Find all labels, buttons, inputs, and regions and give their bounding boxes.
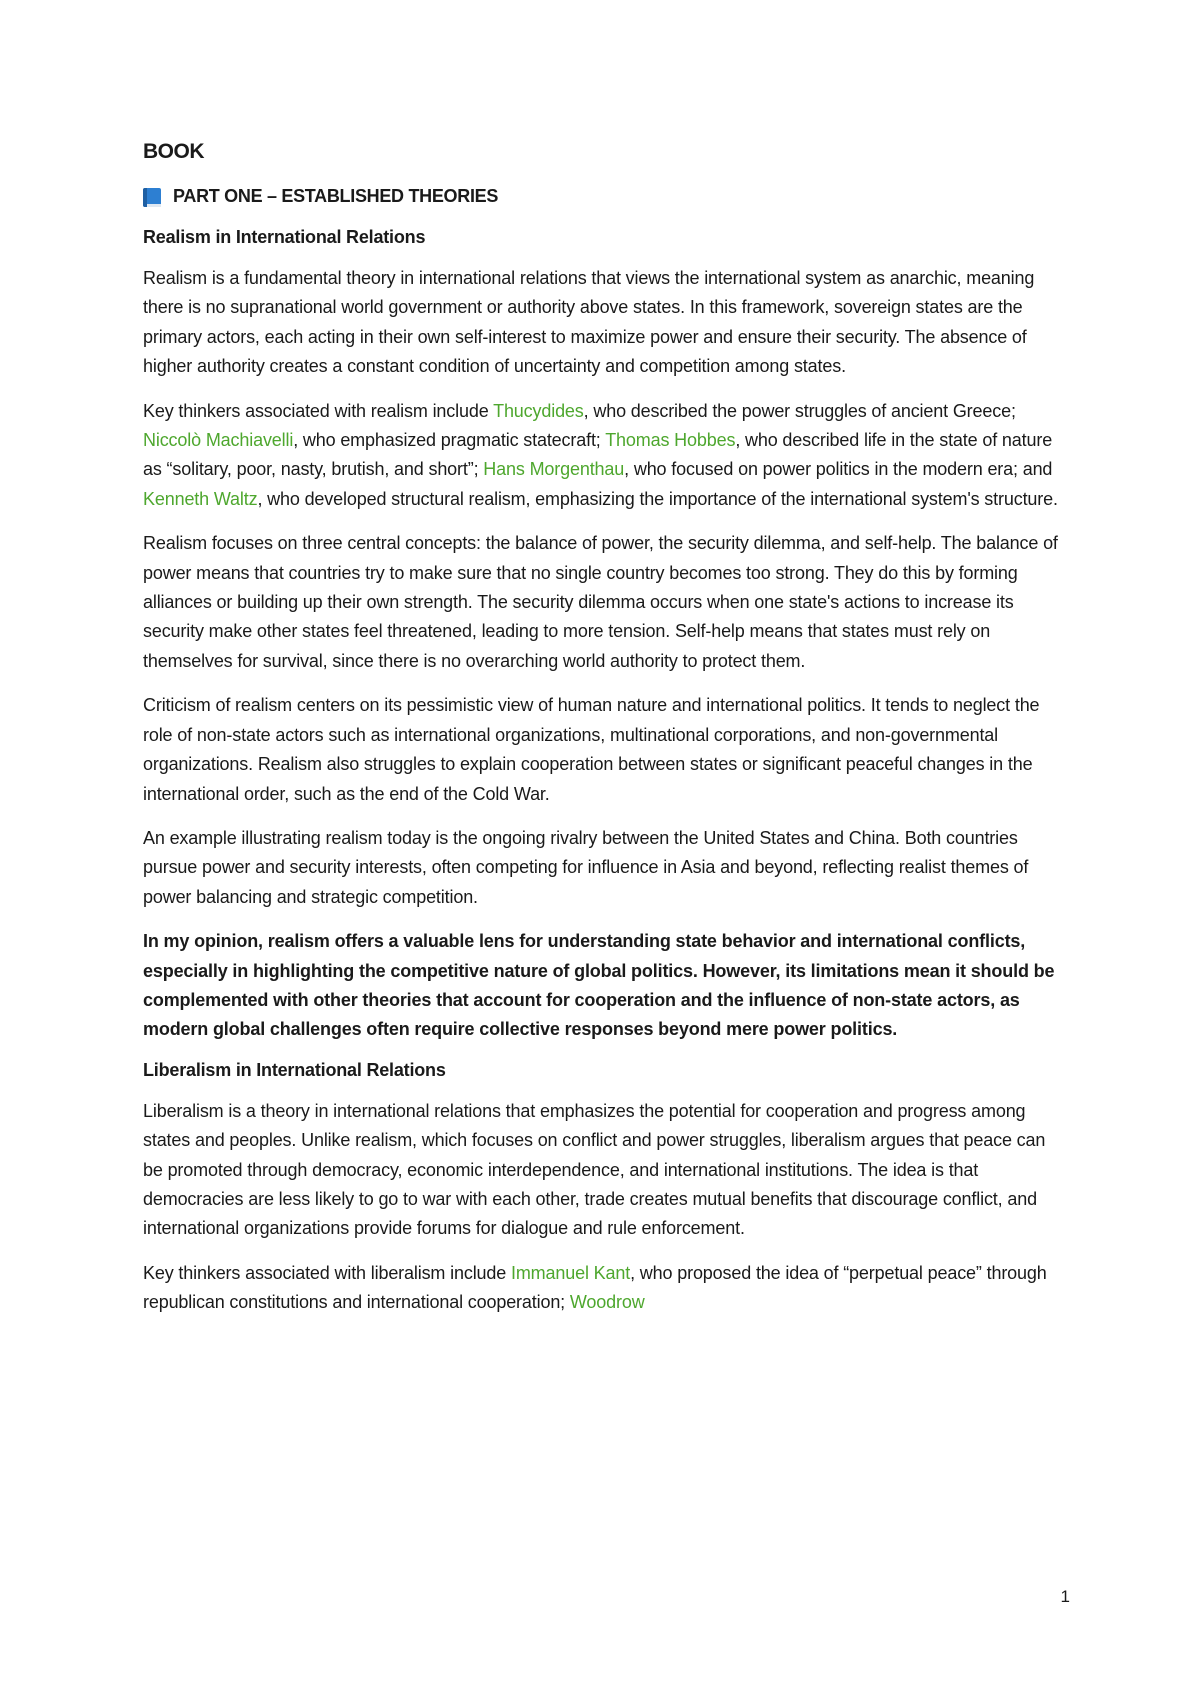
realism-paragraph-3: Realism focuses on three central concepts: the balance of power, the security dilemma, and self-help. The balance of power means that countries try to make sure that no single country becomes too strong. They do this by forming alliances or building up their own strength. The security dilemma occurs when one state's actions to increase its security make other states feel threatened, leading to more tension. Self-help means that states must rely on themselves for survival, since there is no overarching world authority to protect them.	[143, 533, 1058, 671]
realism-paragraph-4: Criticism of realism centers on its pessimistic view of human nature and international politics. It tends to neglect the role of non-state actors such as international organizations, multinational corporations, and non-governmental organizations. Realism also struggles to explain cooperation between states or significant peaceful changes in the international order, such as the end of the Cold War.	[143, 695, 1040, 804]
blue-book-icon	[143, 187, 163, 207]
thinker-name: Thucydides	[493, 400, 584, 421]
thinker-name: Woodrow	[569, 1292, 645, 1313]
page-number: 1	[1060, 1587, 1070, 1606]
realism-opinion: In my opinion, realism offers a valuable lens for understanding state behavior and international conflicts, especially in highlighting the competitive nature of global politics. However, its limitations mean it should be complemented with other theories that account for cooperation and the influence of non-state actors, as modern global challenges often require collective responses beyond mere power politics.	[143, 931, 1055, 1040]
part-title	[143, 186, 1068, 207]
book-title: BOOK	[143, 140, 204, 163]
liberalism-paragraph-2: Key thinkers associated with liberalism include Immanuel Kant, who proposed the idea of “perpetual peace” through republican constitutions and international cooperation; Woodrow	[143, 1262, 1047, 1313]
thinker-name: Niccolò Machiavelli	[143, 430, 294, 451]
realism-heading: Realism in International Relations	[143, 227, 426, 247]
realism-paragraph-2: Key thinkers associated with realism include Thucydides, who described the power struggles of ancient Greece; Niccolò Machiavelli, who emphasized pragmatic statecraft; Thomas Hobbes, who described life in the state of nature as “solitary, poor, nasty, brutish, and short”; Hans Morgenthau, who focused on power politics in the modern era; and Kenneth Waltz, who developed structural realism, emphasizing the importance of the international system's structure.	[143, 400, 1058, 509]
realism-paragraph-5: An example illustrating realism today is the ongoing rivalry between the United States and China. Both countries pursue power and security interests, often competing for influence in Asia and beyond, reflecting realist themes of power balancing and strategic competition.	[143, 827, 1029, 907]
realism-paragraph-1: Realism is a fundamental theory in international relations that views the international system as anarchic, meaning there is no supranational world government or authority above states. In this framework, sovereign states are the primary actors, each acting in their own self-interest to maximize power and ensure their security. The absence of higher authority creates a constant condition of uncertainty and competition among states.	[143, 268, 1035, 377]
thinker-name: Hans Morgenthau	[483, 459, 625, 480]
liberalism-heading: Liberalism in International Relations	[143, 1059, 446, 1080]
part-title-text: PART ONE – ESTABLISHED THEORIES	[173, 186, 499, 206]
thinker-name: Immanuel Kant	[510, 1262, 631, 1283]
thinker-name: Thomas Hobbes	[605, 430, 736, 451]
document-page	[143, 140, 1068, 1333]
thinker-name: Kenneth Waltz	[143, 488, 258, 509]
liberalism-paragraph-1: Liberalism is a theory in international relations that emphasizes the potential for cooperation and progress among states and peoples. Unlike realism, which focuses on conflict and power struggles, liberalism argues that peace can be promoted through democracy, economic interdependence, and international institutions. The idea is that democracies are less likely to go to war with each other, trade creates mutual benefits that discourage conflict, and international organizations provide forums for dialogue and rule enforcement.	[143, 1100, 1046, 1239]
